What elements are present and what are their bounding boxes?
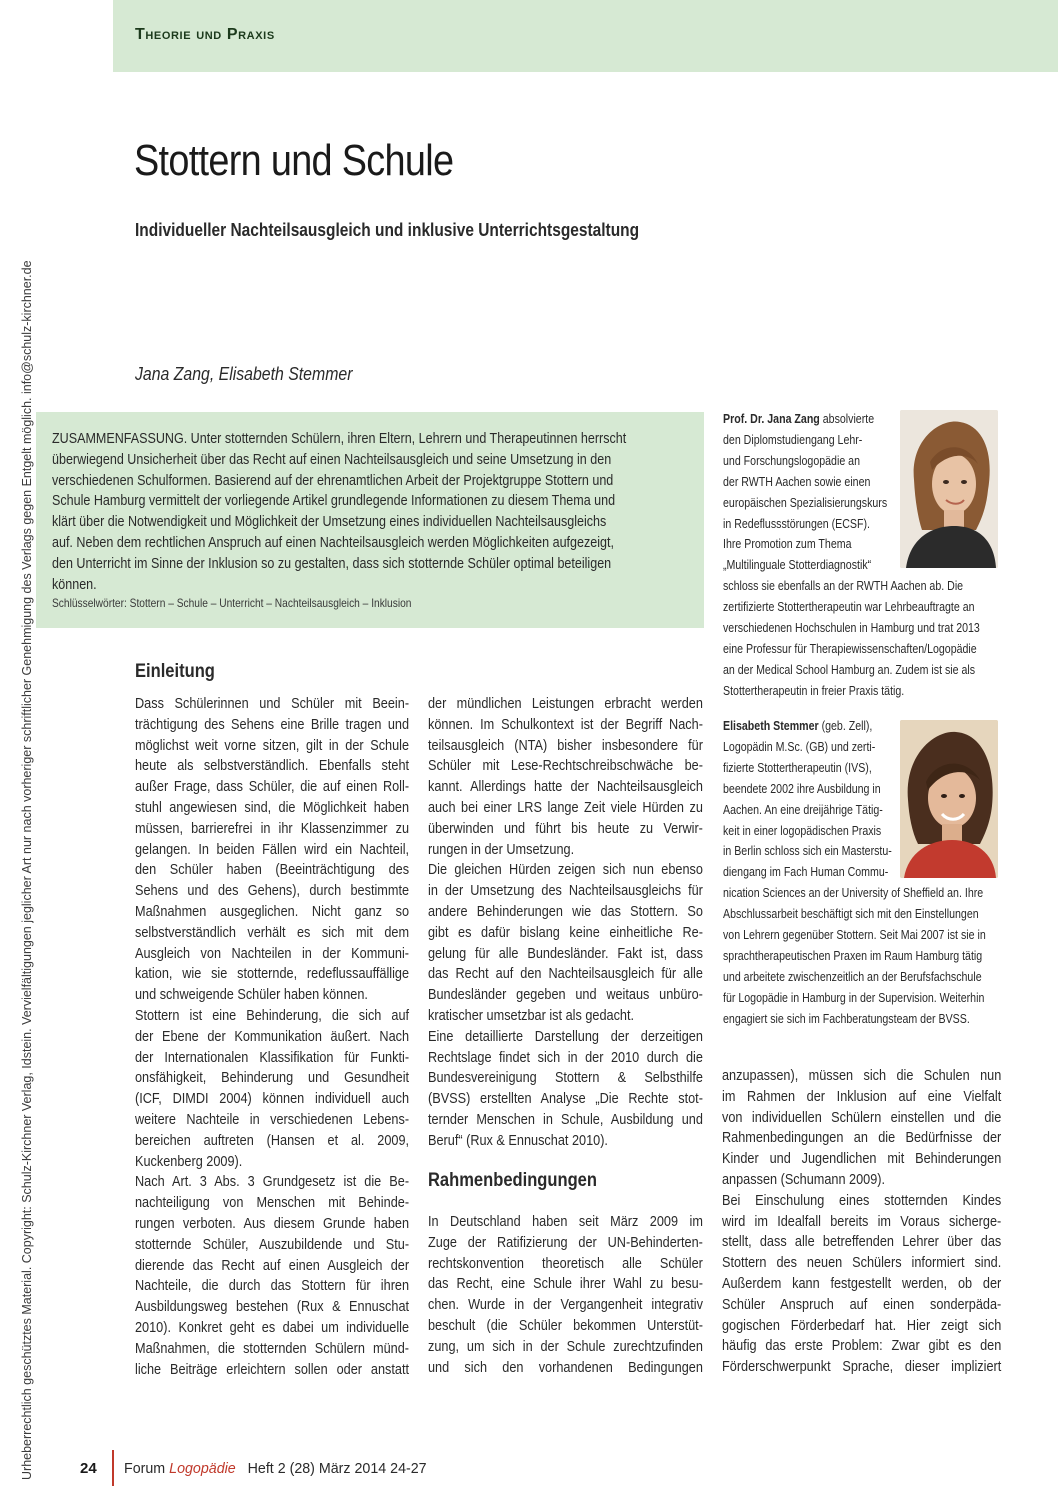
- text-line: rungen in der Umsetzung.: [428, 841, 575, 858]
- abstract-line: ZUSAMMENFASSUNG. Unter stotternden Schülern, ihren Eltern, Lehrern und Therapeutinnen herrscht: [52, 431, 627, 447]
- text-line: Bundesländer gegeben und weitaus unbüro-: [428, 987, 703, 1004]
- text-line: Dass Schülerinnen und Schüler mit Beein-: [135, 696, 410, 712]
- text-line: möglichst weit vorne sitzen, gilt in der Schule: [135, 737, 410, 754]
- bio-line: Stottertherapeutin in freier Praxis tätig.: [723, 682, 905, 698]
- column-2b: [428, 1212, 703, 1378]
- text-line: überwinden und führt bis heute zu Verwir-: [428, 820, 703, 837]
- text-line: stellt, dass alle betreffenden Lehrer über das: [722, 1234, 1002, 1251]
- abstract-line: auf. Neben dem rechtlichen Anspruch auf einen Nachteilsausgleich werden Möglichkeiten aufgezeigt,: [52, 534, 614, 551]
- text-line: anzupassen), müssen sich die Schulen nun: [722, 1068, 1002, 1084]
- bio-line: Aachen. An eine dreijährige Tätig-: [723, 801, 883, 817]
- bio-line: europäischen Spezialisierungskurs: [723, 494, 888, 510]
- text-line: Ausbildungsweg bestehen (Rux & Ennuschat: [135, 1299, 410, 1316]
- text-line: weitere Nachteile in verschiedenen Lebens-: [135, 1111, 410, 1128]
- text-line: Sehens und des Gehens), durch bestimmte: [135, 883, 410, 900]
- bio-name: Elisabeth Stemmer: [723, 718, 819, 733]
- text-line: Nach Art. 3 Abs. 3 Grundgesetz ist die Be-: [135, 1174, 410, 1191]
- bio-line: Abschlussarbeit beschäftigt sich mit den Einstellungen: [723, 906, 979, 922]
- text-line: Stottern ist eine Behinderung, die sich auf: [135, 1007, 410, 1024]
- copyright-note: Urheberrechtlich geschütztes Material. Copyright: Schulz-Kirchner Verlag, Idstein. Vervielfältigungen jeglicher Art nur nach vorheriger schriftlicher Genehmigung des Verlags gegen Entgelt möglich. info@schulz-kirchner.de: [20, 260, 34, 1480]
- bio-line: „Multilinguale Stotterdiagnostik“: [723, 557, 872, 573]
- text-line: Rechtslage findet sich in der 2010 durch die: [428, 1049, 703, 1066]
- header-band: [113, 0, 1058, 72]
- text-line: von individuellen Schülern einstellen und die: [722, 1109, 1002, 1126]
- text-line: den Schüler haben (Beeinträchtigung des: [135, 862, 410, 879]
- bio-line: Logopädin M.Sc. (GB) und zerti-: [723, 738, 876, 754]
- text-line: Ausgleich von Nachteilen in der Kommuni-: [135, 945, 410, 962]
- bio-line: in Berlin schloss sich ein Masterstu-: [723, 843, 892, 859]
- text-line: können. Im Schulkontext ist der Begriff Nach-: [428, 716, 703, 733]
- text-line: stuhl angewiesen sind, die Möglichkeit haben: [135, 799, 410, 816]
- text-line: dierende das Recht auf einen Ausgleich der: [135, 1257, 410, 1274]
- abstract-line: Schule Hamburg vermittelt der vorliegende Artikel grundlegende Informationen zu diesem Thema und: [52, 493, 616, 510]
- footer-divider: [112, 1450, 114, 1486]
- text-line: Schüler mit Lese-Rechtschreibschwäche be-: [428, 758, 703, 775]
- page-number: 24: [80, 1460, 97, 1477]
- text-line: kation, wie sie stotternde, redeflussauffällige: [135, 966, 410, 983]
- text-line: gelangen. In beiden Fällen wird ein Nachteil,: [135, 841, 410, 858]
- text-line: gelung für alle Bundesländer. Fakt ist, dass: [428, 945, 703, 962]
- bio-line: und Forschungslogopädie an: [723, 452, 861, 468]
- keywords: Schlüsselwörter: Stottern – Schule – Unterricht – Nachteilsausgleich – Inklusion: [52, 596, 412, 610]
- text-line: Die gleichen Hürden zeigen sich nun ebenso: [428, 862, 703, 879]
- text-line: Beruf“ (Rux & Ennuschat 2010).: [428, 1132, 608, 1149]
- abstract-line: den Unterricht im Sinne der Inklusion so zu gestalten, dass sich stotternde Schüler optimal beteiligen: [52, 555, 612, 572]
- heading-rahmenbedingungen: Rahmenbedingungen: [428, 1170, 597, 1191]
- text-line: In Deutschland haben seit März 2009 im: [428, 1214, 703, 1230]
- abstract-line: können.: [52, 576, 97, 593]
- bio-line: Ihre Promotion zum Thema: [723, 536, 852, 552]
- text-line: (ICF, DIMDI 2004) können individuell auch: [135, 1091, 410, 1108]
- text-line: selbstverständlich verhält es sich mit dem: [135, 924, 410, 941]
- bio-line: in Redeflussstörungen (ECSF).: [723, 515, 871, 531]
- text-line: ternder Menschen in Schule, Ausbildung und: [428, 1111, 703, 1128]
- text-line: Förderschwerpunkt Sprache, dieser impliziert: [722, 1359, 1002, 1376]
- text-line: Nachteile, die durch das Stottern für ihren: [135, 1278, 410, 1295]
- bio-line: (geb. Zell),: [818, 718, 873, 733]
- text-line: kannt. Allerdings hatte der Nachteilsausgleich: [428, 779, 703, 796]
- text-line: Außerdem kann festgestellt werden, ob der: [722, 1275, 1002, 1292]
- bio-line: schloss sie ebenfalls an der RWTH Aachen ab. Die: [723, 578, 964, 594]
- text-line: der Ebene der Kommunikation äußert. Nach: [135, 1028, 410, 1045]
- heading-einleitung: Einleitung: [135, 661, 215, 682]
- bio-line: diengang im Fach Human Commu-: [723, 864, 889, 880]
- abstract-text: [52, 429, 682, 595]
- text-line: anpassen (Schumann 2009).: [722, 1171, 886, 1188]
- bio-line: sprachtherapeutischen Praxen im Raum Hamburg tätig: [723, 947, 983, 963]
- bio-line: für Logopädie in Hamburg in der Supervision. Weiterhin: [723, 989, 985, 1005]
- bio-line: absolvierte: [819, 411, 875, 426]
- text-line: in der Umsetzung des Nachteilsausgleichs für: [428, 883, 703, 900]
- text-line: das Recht, eine Schule ihrer Wahl zu besu-: [428, 1276, 703, 1293]
- bio-line: zertifizierte Stottertherapeutin war Lehrbeauftragte an: [723, 599, 975, 615]
- text-line: andere Behinderungen wie das Stottern. So: [428, 903, 703, 920]
- text-line: der mündlichen Leistungen erbracht werden: [428, 696, 703, 712]
- text-line: der Internationalen Klassifikation für Funkti-: [135, 1049, 410, 1066]
- text-line: rungen verboten. Aus diesem Grunde haben: [135, 1215, 410, 1232]
- journal-name: Forum: [124, 1460, 166, 1477]
- article-subtitle: Individueller Nachteilsausgleich und inklusive Unterrichtsgestaltung: [135, 220, 640, 240]
- text-line: müssen, barrierefrei in ihr Klassenzimmer zu: [135, 820, 410, 837]
- bio-line: und arbeitete zwischenzeitlich an der Berufsfachschule: [723, 968, 982, 984]
- text-line: chen. Wurde in der Vergangenheit integrativ: [428, 1297, 703, 1314]
- journal-name-accent: Logopädie: [169, 1460, 236, 1477]
- text-line: nachteiligung von Menschen mit Behinde-: [135, 1195, 410, 1212]
- text-line: Bei Einschulung eines stotternden Kindes: [722, 1192, 1002, 1209]
- column-1: [135, 694, 409, 1380]
- text-line: trächtigung des Sehens eine Brille tragen und: [135, 716, 410, 733]
- portrait-image: [900, 720, 998, 878]
- text-line: Bundesvereinigung Stottern & Selbsthilfe: [428, 1070, 703, 1087]
- bio-line: der RWTH Aachen sowie einen: [723, 473, 871, 489]
- text-line: Stottern des neuen Schülers informiert sind.: [722, 1255, 1002, 1272]
- author-photo-stemmer: [900, 720, 998, 878]
- text-line: und schweigende Schüler haben können.: [135, 987, 368, 1004]
- bio-line: den Diplomstudiengang Lehr-: [723, 431, 863, 447]
- text-line: (BVSS) erstellten Analyse „Die Rechte stot-: [428, 1091, 703, 1108]
- text-line: zung, um sich in der Schule zurechtzufinden: [428, 1338, 703, 1355]
- text-line: gogischen Förderbedarf hat. Hier zeigt sich: [722, 1317, 1002, 1334]
- text-line: Kinder und Jugendlichen mit Behinderungen: [722, 1151, 1002, 1168]
- article-authors: Jana Zang, Elisabeth Stemmer: [135, 364, 353, 384]
- text-line: Kuckenberg 2009).: [135, 1153, 243, 1170]
- column-2: [428, 694, 703, 1152]
- text-line: Zuge der Ratifizierung der UN-Behinderten-: [428, 1234, 703, 1251]
- bio-line: engagiert sie sich im Fachberatungsteam der BVSS.: [723, 1010, 970, 1026]
- text-line: heute als selbstverständlich. Ebenfalls steht: [135, 758, 410, 775]
- text-line: im Rahmen der Inklusion auf eine Vielfalt: [722, 1088, 1002, 1105]
- text-line: häufig das erste Problem: Zwar gibt es den: [722, 1338, 1002, 1355]
- text-line: Maßnahmen, die stotternden Schülern münd-: [135, 1340, 410, 1357]
- abstract-line: klärt über die Notwendigkeit und Möglichkeit der Umsetzung eines individuellen Nachteilsausgleichs: [52, 514, 607, 531]
- bio-line: beendete 2002 ihre Ausbildung in: [723, 780, 881, 796]
- text-line: stotternde Schüler, Auszubildende und Stu-: [135, 1236, 410, 1253]
- text-line: auch bei einer LRS lange Zeit viele Hürden zu: [428, 799, 703, 816]
- text-line: onsfähigkeit, Behinderung und Gesundheit: [135, 1070, 410, 1087]
- text-line: Maßnahmen ausgeglichen. Nicht ganz so: [135, 903, 410, 920]
- bio-line: von Lehrern gegenüber Stottern. Seit Mai 2007 ist sie in: [723, 927, 986, 943]
- text-line: rechtskonvention theoretisch alle Schüler: [428, 1255, 703, 1272]
- bio-line: eine Professur für Therapiewissenschaften/Logopädie: [723, 640, 977, 656]
- bio-line: an der Medical School Hamburg an. Zudem ist sie als: [723, 661, 976, 677]
- bio-line: nication Sciences an der University of Sheffield an. Ihre: [723, 885, 984, 901]
- text-line: das Recht auf den Nachteilsausgleich für alle: [428, 966, 703, 983]
- section-label: Theorie und Praxis: [135, 26, 275, 43]
- portrait-image: [900, 410, 998, 568]
- author-photo-zang: [900, 410, 998, 568]
- abstract-line: überwiegend Unsicherheit über das Recht auf einen Nachteilsausgleich und seine Umsetzung in den: [52, 451, 612, 468]
- text-line: wird im Idealfall bereits im Voraus sicherge-: [722, 1213, 1002, 1230]
- text-line: bereichen auftreten (Hansen et al. 2009,: [135, 1132, 410, 1149]
- text-line: beschult (die Schüler bekommen Unterstüt-: [428, 1317, 703, 1334]
- bio-line: fizierte Stottertherapeutin (IVS),: [723, 759, 872, 775]
- article-title: Stottern und Schule: [134, 136, 454, 185]
- column-3: [722, 1066, 1001, 1378]
- text-line: kratischer umsetzbar ist als gedacht.: [428, 1007, 635, 1024]
- abstract-line: verschiedenen Schulformen. Basierend auf der ehrenamtlichen Arbeit der Projektgruppe Stottern und: [52, 472, 614, 489]
- bio-line: verschiedenen Hochschulen in Hamburg und trat 2013: [723, 620, 980, 636]
- text-line: 2010). Konkret geht es dabei um individuelle: [135, 1319, 410, 1336]
- text-line: Schüler Anspruch auf einen sonderpäda-: [722, 1296, 1002, 1313]
- text-line: Rahmenbedingungen an die Bedürfnisse der: [722, 1130, 1002, 1147]
- bio-line: keit in einer logopädischen Praxis: [723, 822, 882, 838]
- issue-info: Heft 2 (28) März 2014 24-27: [247, 1460, 427, 1477]
- bio-name: Prof. Dr. Jana Zang: [723, 411, 820, 426]
- text-line: außer Frage, dass Schüler, die auf einen Roll-: [135, 779, 410, 796]
- footer-journal: [124, 1460, 427, 1477]
- text-line: Eine detaillierte Darstellung der derzeitigen: [428, 1028, 703, 1045]
- text-line: teilsausgleich (NTA) bisher insbesondere für: [428, 737, 703, 754]
- abstract-box: [36, 412, 704, 628]
- text-line: und sich den vorhandenen Bedingungen: [428, 1359, 703, 1376]
- text-line: liche Beiträge erleichtern sollen oder anstatt: [135, 1361, 410, 1378]
- text-line: gibt es dafür bislang keine einheitliche Re-: [428, 924, 703, 941]
